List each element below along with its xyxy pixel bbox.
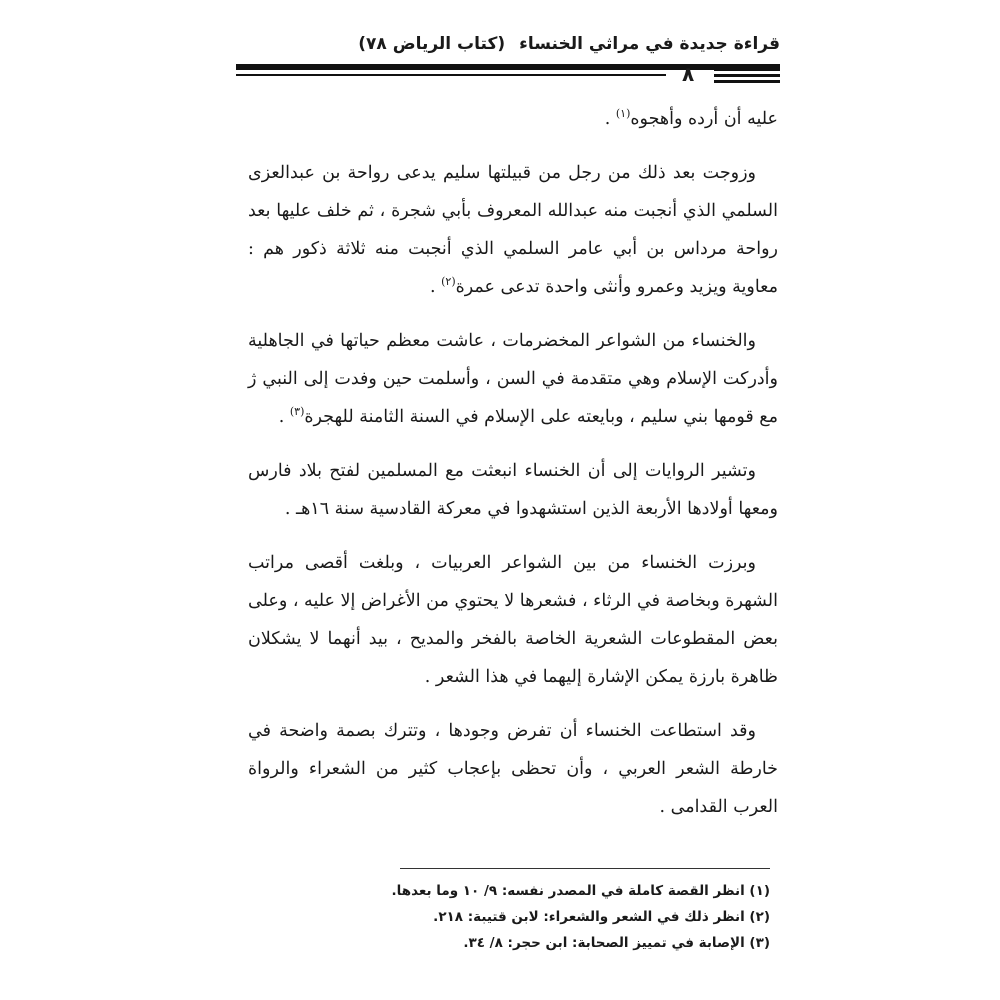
footnote: (٢) انظر ذلك في الشعر والشعراء: لابن قتيبة: ٢١٨. <box>433 909 770 925</box>
paragraph: وبرزت الخنساء من بين الشواعر العربيات ، وبلغت أقصى مراتب الشهرة وبخاصة في الرثاء ، فشعرها لا يحتوي من الأغراض إلا عليه ، وعلى بعض المقطوعات الشعرية الخاصة بالفخر والمديح ، بيد أنهما لا يشكلان ظاهرة بارزة يمكن الإشارة إليهما في هذا الشعر . <box>248 553 778 687</box>
running-header <box>236 34 780 94</box>
footnote-ref: (٢) <box>441 275 456 288</box>
paragraph: وقد استطاعت الخنساء أن تفرض وجودها ، وتترك بصمة واضحة في خارطة الشعر العربي ، وأن تحظى بإعجاب كثير من الشعراء والرواة العرب القدامى . <box>248 721 778 817</box>
header-thick-rule <box>236 64 780 70</box>
header-thin-rule <box>236 74 666 76</box>
series-label: (كتاب الرياض ٧٨) <box>358 34 506 54</box>
footnote-separator <box>400 868 770 869</box>
footnote-ref: (١) <box>615 107 631 120</box>
page-number: ٨ <box>682 62 695 86</box>
footnotes <box>300 878 770 956</box>
paragraph: عليه أن أرده وأهجوه$^{(١)}$ . <box>604 107 778 129</box>
paragraph: والخنساء من الشواعر المخضرمات ، عاشت معظم حياتها في الجاهلية وأدركت الإسلام وهي متقدمة في السن ، وأسلمت حين وفدت إلى النبي ژ مع قومها بني سليم ، وبايعته على الإسلام في السنة الثامنة للهجرة$^{(٣)}$ . <box>248 331 778 427</box>
footnote: (٣) الإصابة في تمييز الصحابة: ابن حجر: ٨/ ٣٤. <box>463 935 770 951</box>
header-ornament-bars <box>714 68 780 86</box>
paragraph: وزوجت بعد ذلك من رجل من قبيلتها سليم يدعى رواحة بن عبدالعزى السلمي الذي أنجبت منه عبدالله المعروف بأبي شجرة ، ثم خلف عليها بعد رواحة مرداس بن أبي عامر السلمي الذي أنجبت منه ثلاثة ذكور هم : معاوية ويزيد وعمرو وأنثى واحدة تدعى عمرة$^{(٢)}$ . <box>248 163 778 297</box>
header-title <box>358 34 780 54</box>
book-title: قراءة جديدة في مراثي الخنساء <box>519 34 780 54</box>
footnote-ref: (٣) <box>289 405 305 418</box>
footnote: (١) انظر القصة كاملة في المصدر نفسه: ٩/ ١٠ وما بعدها. <box>391 883 770 899</box>
paragraph: وتشير الروايات إلى أن الخنساء انبعثت مع المسلمين لفتح بلاد فارس ومعها أولادها الأربعة الذين استشهدوا في معركة القادسية سنة ١٦هـ . <box>248 461 778 519</box>
body-text <box>248 100 778 842</box>
